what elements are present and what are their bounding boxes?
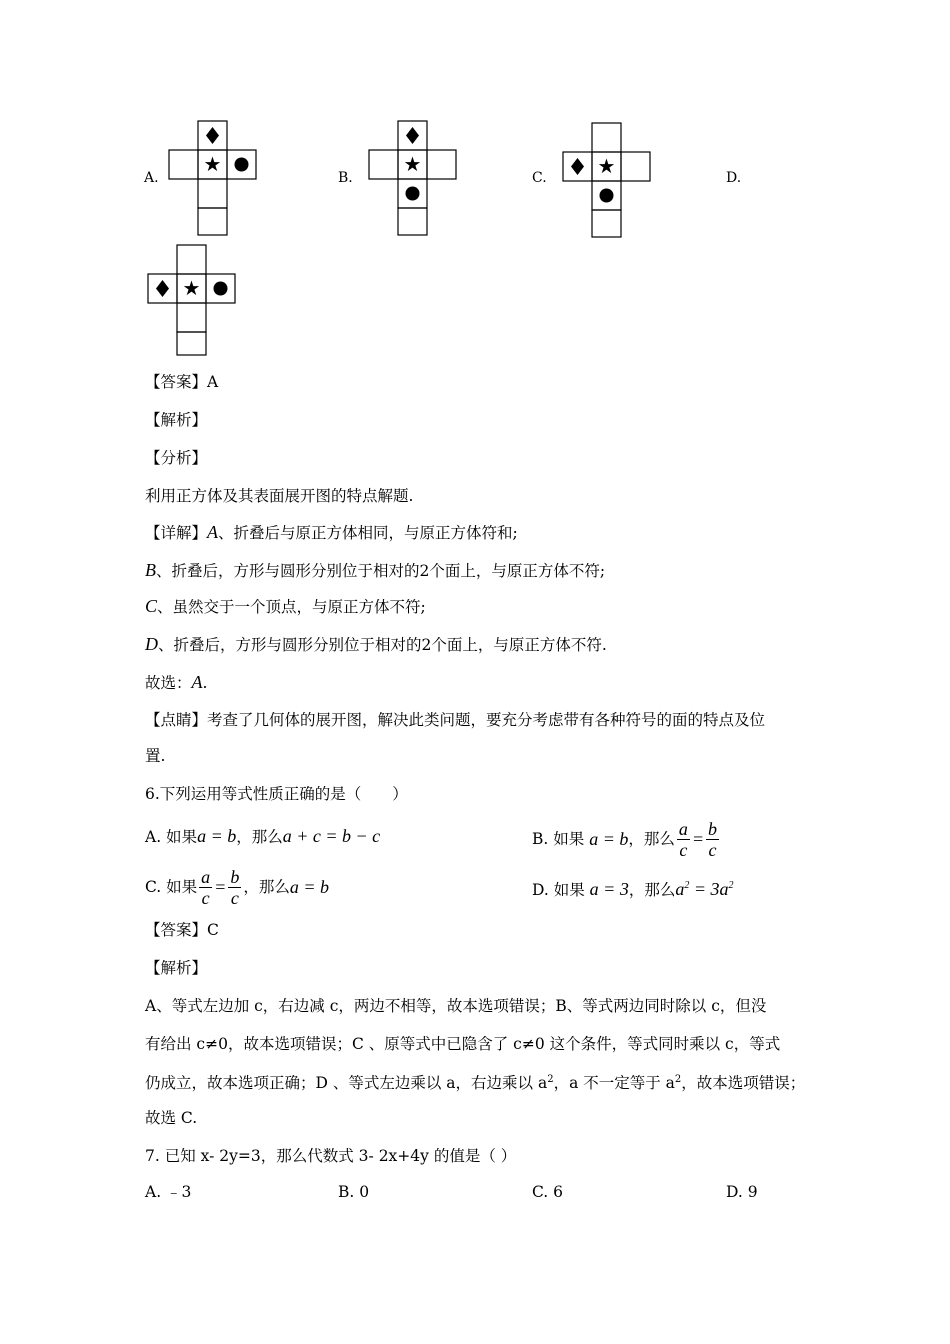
q6-option-d: D. 如果 a = 3，那么$a^2 = 3a^2$ — [532, 879, 734, 899]
q5-choose: 故选：A. — [145, 672, 208, 692]
q5-dianjing-1: 【点睛】考查了几何体的展开图，解决此类问题，要充分考虑带有各种符号的面的特点及位 — [145, 711, 766, 729]
star-icon: ★ — [403, 152, 422, 176]
q7-option-d: D. 9 — [726, 1183, 758, 1201]
fraction-a-over-c: $\frac{a}{c}$ — [678, 818, 688, 860]
option-a-label: A. — [144, 170, 159, 186]
circle-icon — [406, 187, 420, 201]
option-d-label: D. — [726, 170, 742, 186]
diamond-icon — [156, 280, 169, 297]
diamond-icon — [206, 127, 219, 144]
circle-icon — [235, 158, 249, 172]
q6-exp-1: A、等式左边加 c，右边减 c，两边不相等，故本选项错误；B、等式两边同时除以 c，但没 — [145, 997, 767, 1015]
q6-option-c: C. 如果 $\frac{a}{c}$ = $\frac{b}{c}$ ，那么 a = b — [145, 866, 329, 908]
star-icon: ★ — [597, 154, 616, 178]
q5-jiexi: 【解析】 — [145, 411, 208, 429]
diamond-icon — [406, 127, 419, 144]
q5-detail-d: D、折叠后，方形与圆形分别位于相对的2个面上，与原正方体不符. — [145, 634, 607, 654]
fraction-a-over-c: $\frac{a}{c}$ — [201, 866, 211, 908]
q6-exp-4: 故选 C. — [145, 1109, 198, 1127]
option-c-label: C. — [532, 170, 547, 186]
q5-detail-b: B、折叠后，方形与圆形分别位于相对的2个面上，与原正方体不符; — [145, 560, 606, 580]
q6-option-b: B. 如果 a = b ，那么 $\frac{a}{c}$ = $\frac{b}{c}$ — [532, 818, 718, 860]
star-icon: ★ — [182, 276, 201, 300]
q6-answer: 【答案】C — [145, 921, 219, 939]
diamond-icon — [571, 158, 584, 175]
q5-fenxi-text: 利用正方体及其表面展开图的特点解题. — [145, 487, 414, 505]
q7-option-a: A. ﹣3 — [145, 1183, 192, 1201]
q5-fenxi: 【分析】 — [145, 449, 208, 467]
fraction-b-over-c: $\frac{b}{c}$ — [708, 818, 718, 860]
q5-detail-a: 【详解】A、折叠后与原正方体相同，与原正方体符和; — [145, 522, 518, 542]
star-icon: ★ — [203, 152, 222, 176]
option-b-net — [368, 118, 458, 236]
circle-icon — [214, 282, 228, 296]
q7-stem: 7. 已知 x- 2y=3，那么代数式 3- 2x+4y 的值是（ ） — [145, 1147, 517, 1165]
q6-exp-2: 有给出 c≠0，故本选项错误；C 、原等式中已隐含了 c≠0 这个条件，等式同时乘以 c，等式 — [145, 1035, 781, 1053]
q6-jiexi: 【解析】 — [145, 959, 208, 977]
fraction-b-over-c: $\frac{b}{c}$ — [230, 866, 240, 908]
q7-option-b: B. 0 — [338, 1183, 370, 1201]
q6-option-a: A. 如果a = b，那么a + c = b − c — [145, 826, 381, 846]
option-a-net — [168, 118, 258, 236]
q6-stem: 6.下列运用等式性质正确的是（ ） — [145, 785, 408, 803]
q5-detail-c: C、虽然交于一个顶点，与原正方体不符; — [145, 596, 426, 616]
circle-icon — [600, 189, 614, 203]
q6-exp-3: 仍成立，故本选项正确；D 、等式左边乘以 a，右边乘以 $a^2$，a 不一定等于 $a^2$，故本选项错误； — [145, 1074, 806, 1093]
q5-dianjing-2: 置. — [145, 747, 166, 765]
option-b-label: B. — [338, 170, 353, 186]
option-d-net — [147, 242, 237, 360]
q5-answer: 【答案】A — [145, 373, 219, 391]
option-c-net — [562, 120, 652, 238]
q7-option-c: C. 6 — [532, 1183, 564, 1201]
